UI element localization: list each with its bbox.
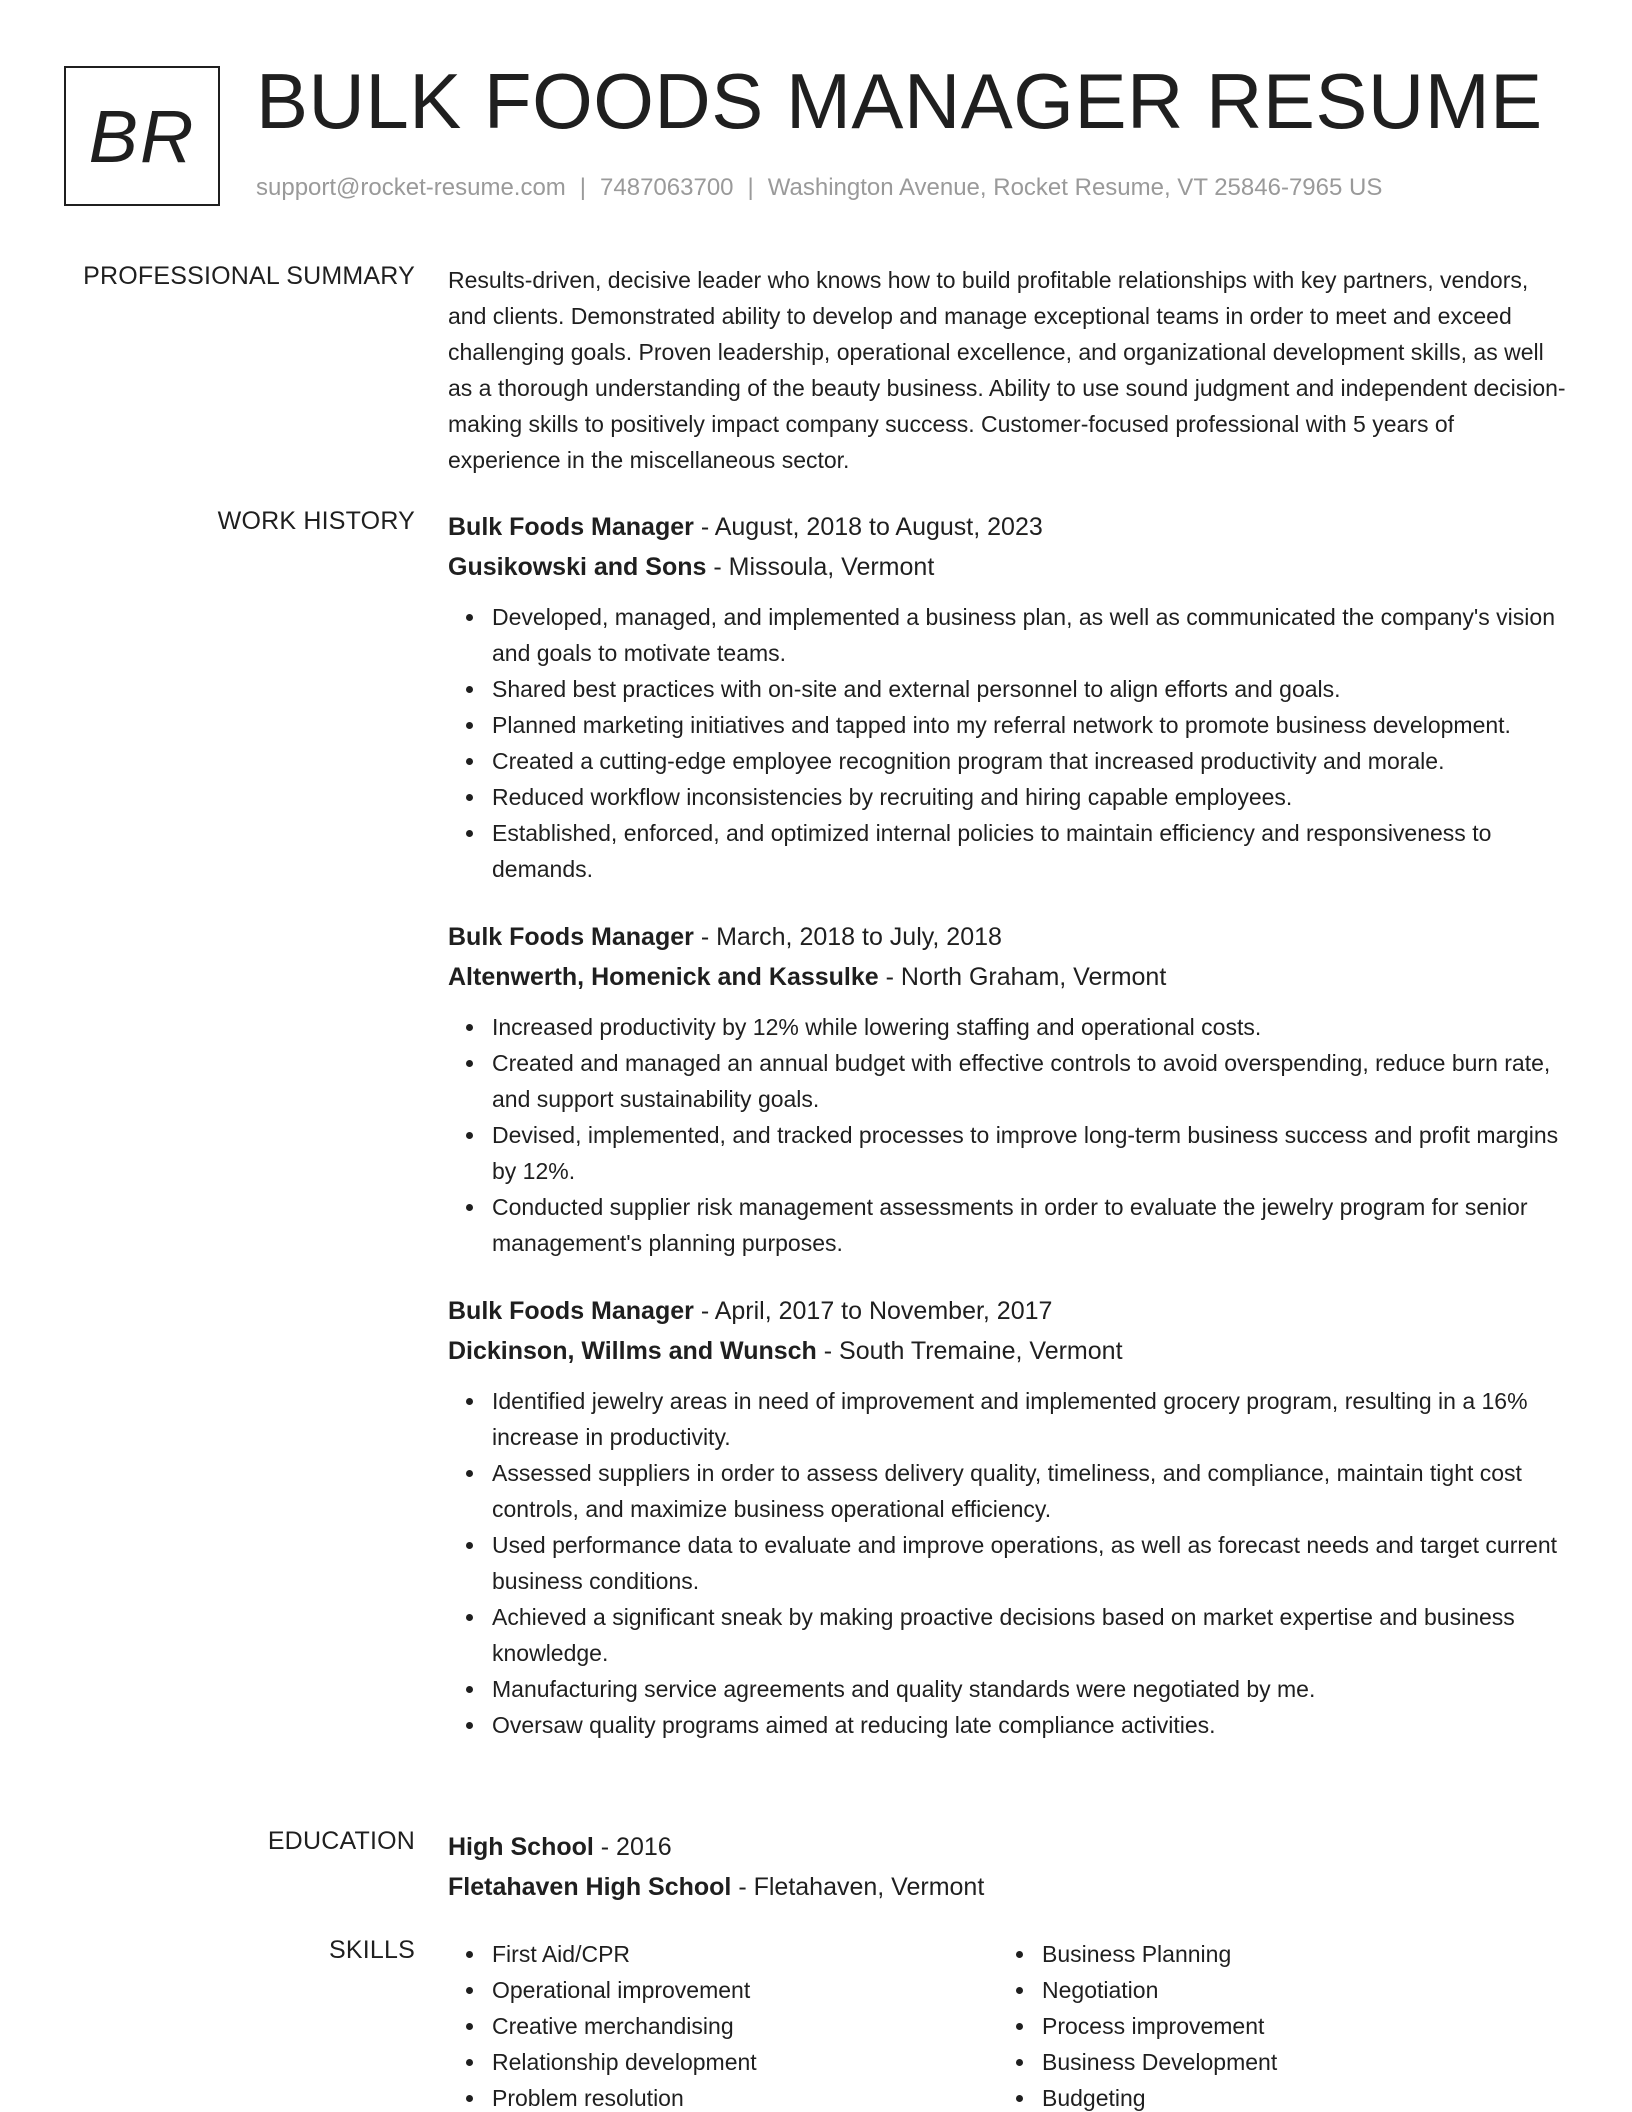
job-entry xyxy=(448,917,1568,1261)
job-bullet: Manufacturing service agreements and quality standards were negotiated by me. xyxy=(492,1671,1568,1707)
job-company-line xyxy=(448,547,1568,587)
job-bullet: Used performance data to evaluate and improve operations, as well as forecast needs and target current business conditions. xyxy=(492,1527,1568,1599)
skill-item: Budgeting xyxy=(1042,2080,1548,2112)
job-title-line xyxy=(448,917,1568,957)
skill-item: Negotiation xyxy=(1042,1972,1548,2008)
job-dates: - August, 2018 to August, 2023 xyxy=(693,513,1043,541)
job-dates: - March, 2018 to July, 2018 xyxy=(693,923,1002,951)
education-year: - 2016 xyxy=(593,1833,672,1861)
skill-item: Business Development xyxy=(1042,2044,1548,2080)
job-bullet: Assessed suppliers in order to assess delivery quality, timeliness, and compliance, maintain tight cost controls, and maximize business operational efficiency. xyxy=(492,1455,1568,1527)
job-bullet: Oversaw quality programs aimed at reducing late compliance activities. xyxy=(492,1707,1568,1743)
job-bullet-list xyxy=(448,1383,1568,1743)
job-bullet: Established, enforced, and optimized internal policies to maintain efficiency and responsiveness to demands. xyxy=(492,815,1568,887)
job-bullet: Planned marketing initiatives and tapped into my referral network to promote business development. xyxy=(492,707,1568,743)
job-company-line xyxy=(448,957,1568,997)
monogram-logo: BR xyxy=(64,66,220,206)
work-history-body xyxy=(448,507,1568,1773)
education-body xyxy=(448,1827,1568,1907)
education-degree: High School xyxy=(448,1833,594,1861)
job-entry xyxy=(448,507,1568,887)
contact-separator: | xyxy=(747,174,754,201)
job-location: - North Graham, Vermont xyxy=(878,963,1167,991)
education-degree-line xyxy=(448,1827,1568,1867)
skill-item: Operational improvement xyxy=(492,1972,998,2008)
contact-separator: | xyxy=(579,174,587,201)
education-location: - Fletahaven, Vermont xyxy=(731,1873,985,1901)
job-bullet: Shared best practices with on-site and external personnel to align efforts and goals. xyxy=(492,671,1568,707)
skill-item: Business Planning xyxy=(1042,1936,1548,1972)
skill-item: Process improvement xyxy=(1042,2008,1548,2044)
skill-item: First Aid/CPR xyxy=(492,1936,998,1972)
job-dates: - April, 2017 to November, 2017 xyxy=(693,1297,1053,1325)
skill-item: Creative merchandising xyxy=(492,2008,998,2044)
job-bullet: Created a cutting-edge employee recognition program that increased productivity and morale. xyxy=(492,743,1568,779)
education-label: EDUCATION xyxy=(267,1827,415,1855)
education-school: Fletahaven High School xyxy=(448,1873,732,1901)
education-school-line xyxy=(448,1867,1568,1907)
skills-grid xyxy=(448,1936,1568,2112)
job-title-line xyxy=(448,1291,1568,1331)
summary-text: Results-driven, decisive leader who knows how to build profitable relationships with key partners, vendors, and clients. Demonstrated ability to develop and manage exceptional teams in order to meet and exceed challenging goals. Proven leadership, operational excellence, and organizational development skills, as well as a thorough understanding of the beauty business. Ability to use sound judgment and independent decision-making skills to positively impact company success. Customer-focused professional with 5 years of experience in the miscellaneous sector. xyxy=(448,267,1566,473)
skill-item: Problem resolution xyxy=(492,2080,998,2112)
page-title: BULK FOODS MANAGER RESUME xyxy=(256,57,1543,145)
job-bullet-list xyxy=(448,1009,1568,1261)
contact-line xyxy=(256,174,1382,202)
skills-body xyxy=(448,1936,1568,2112)
skills-label: SKILLS xyxy=(329,1936,415,1964)
job-bullet: Devised, implemented, and tracked processes to improve long-term business success and profit margins by 12%. xyxy=(492,1117,1568,1189)
skill-item: Relationship development xyxy=(492,2044,998,2080)
job-company: Altenwerth, Homenick and Kassulke xyxy=(448,963,879,991)
job-bullet-list xyxy=(448,599,1568,887)
job-bullet: Conducted supplier risk management assessments in order to evaluate the jewelry program for senior management's planning purposes. xyxy=(492,1189,1568,1261)
job-bullet: Created and managed an annual budget with effective controls to avoid overspending, reduce burn rate, and support sustainability goals. xyxy=(492,1045,1568,1117)
work-history-label: WORK HISTORY xyxy=(217,507,415,535)
job-title: Bulk Foods Manager xyxy=(448,1297,694,1325)
skills-list-left xyxy=(448,1936,998,2112)
job-company: Dickinson, Willms and Wunsch xyxy=(448,1337,817,1365)
job-entry xyxy=(448,1291,1568,1743)
summary-label: PROFESSIONAL SUMMARY xyxy=(83,262,415,290)
job-title: Bulk Foods Manager xyxy=(448,923,694,951)
job-company-line xyxy=(448,1331,1568,1371)
job-bullet: Reduced workflow inconsistencies by recruiting and hiring capable employees. xyxy=(492,779,1568,815)
job-location: - Missoula, Vermont xyxy=(706,553,935,581)
contact-phone: 7487063700 xyxy=(600,174,734,201)
job-bullet: Increased productivity by 12% while lowering staffing and operational costs. xyxy=(492,1009,1568,1045)
job-bullet: Achieved a significant sneak by making proactive decisions based on market expertise and business knowledge. xyxy=(492,1599,1568,1671)
job-title: Bulk Foods Manager xyxy=(448,513,694,541)
summary-body xyxy=(448,262,1568,478)
skills-list-right xyxy=(998,1936,1548,2112)
job-bullet: Developed, managed, and implemented a business plan, as well as communicated the company's vision and goals to motivate teams. xyxy=(492,599,1568,671)
job-bullet: Identified jewelry areas in need of improvement and implemented grocery program, resulting in a 16% increase in productivity. xyxy=(492,1383,1568,1455)
job-location: - South Tremaine, Vermont xyxy=(816,1337,1123,1365)
contact-address: Washington Avenue, Rocket Resume, VT 25846-7965 US xyxy=(767,174,1383,201)
contact-email: support@rocket-resume.com xyxy=(256,174,566,201)
job-title-line xyxy=(448,507,1568,547)
job-company: Gusikowski and Sons xyxy=(448,553,707,581)
